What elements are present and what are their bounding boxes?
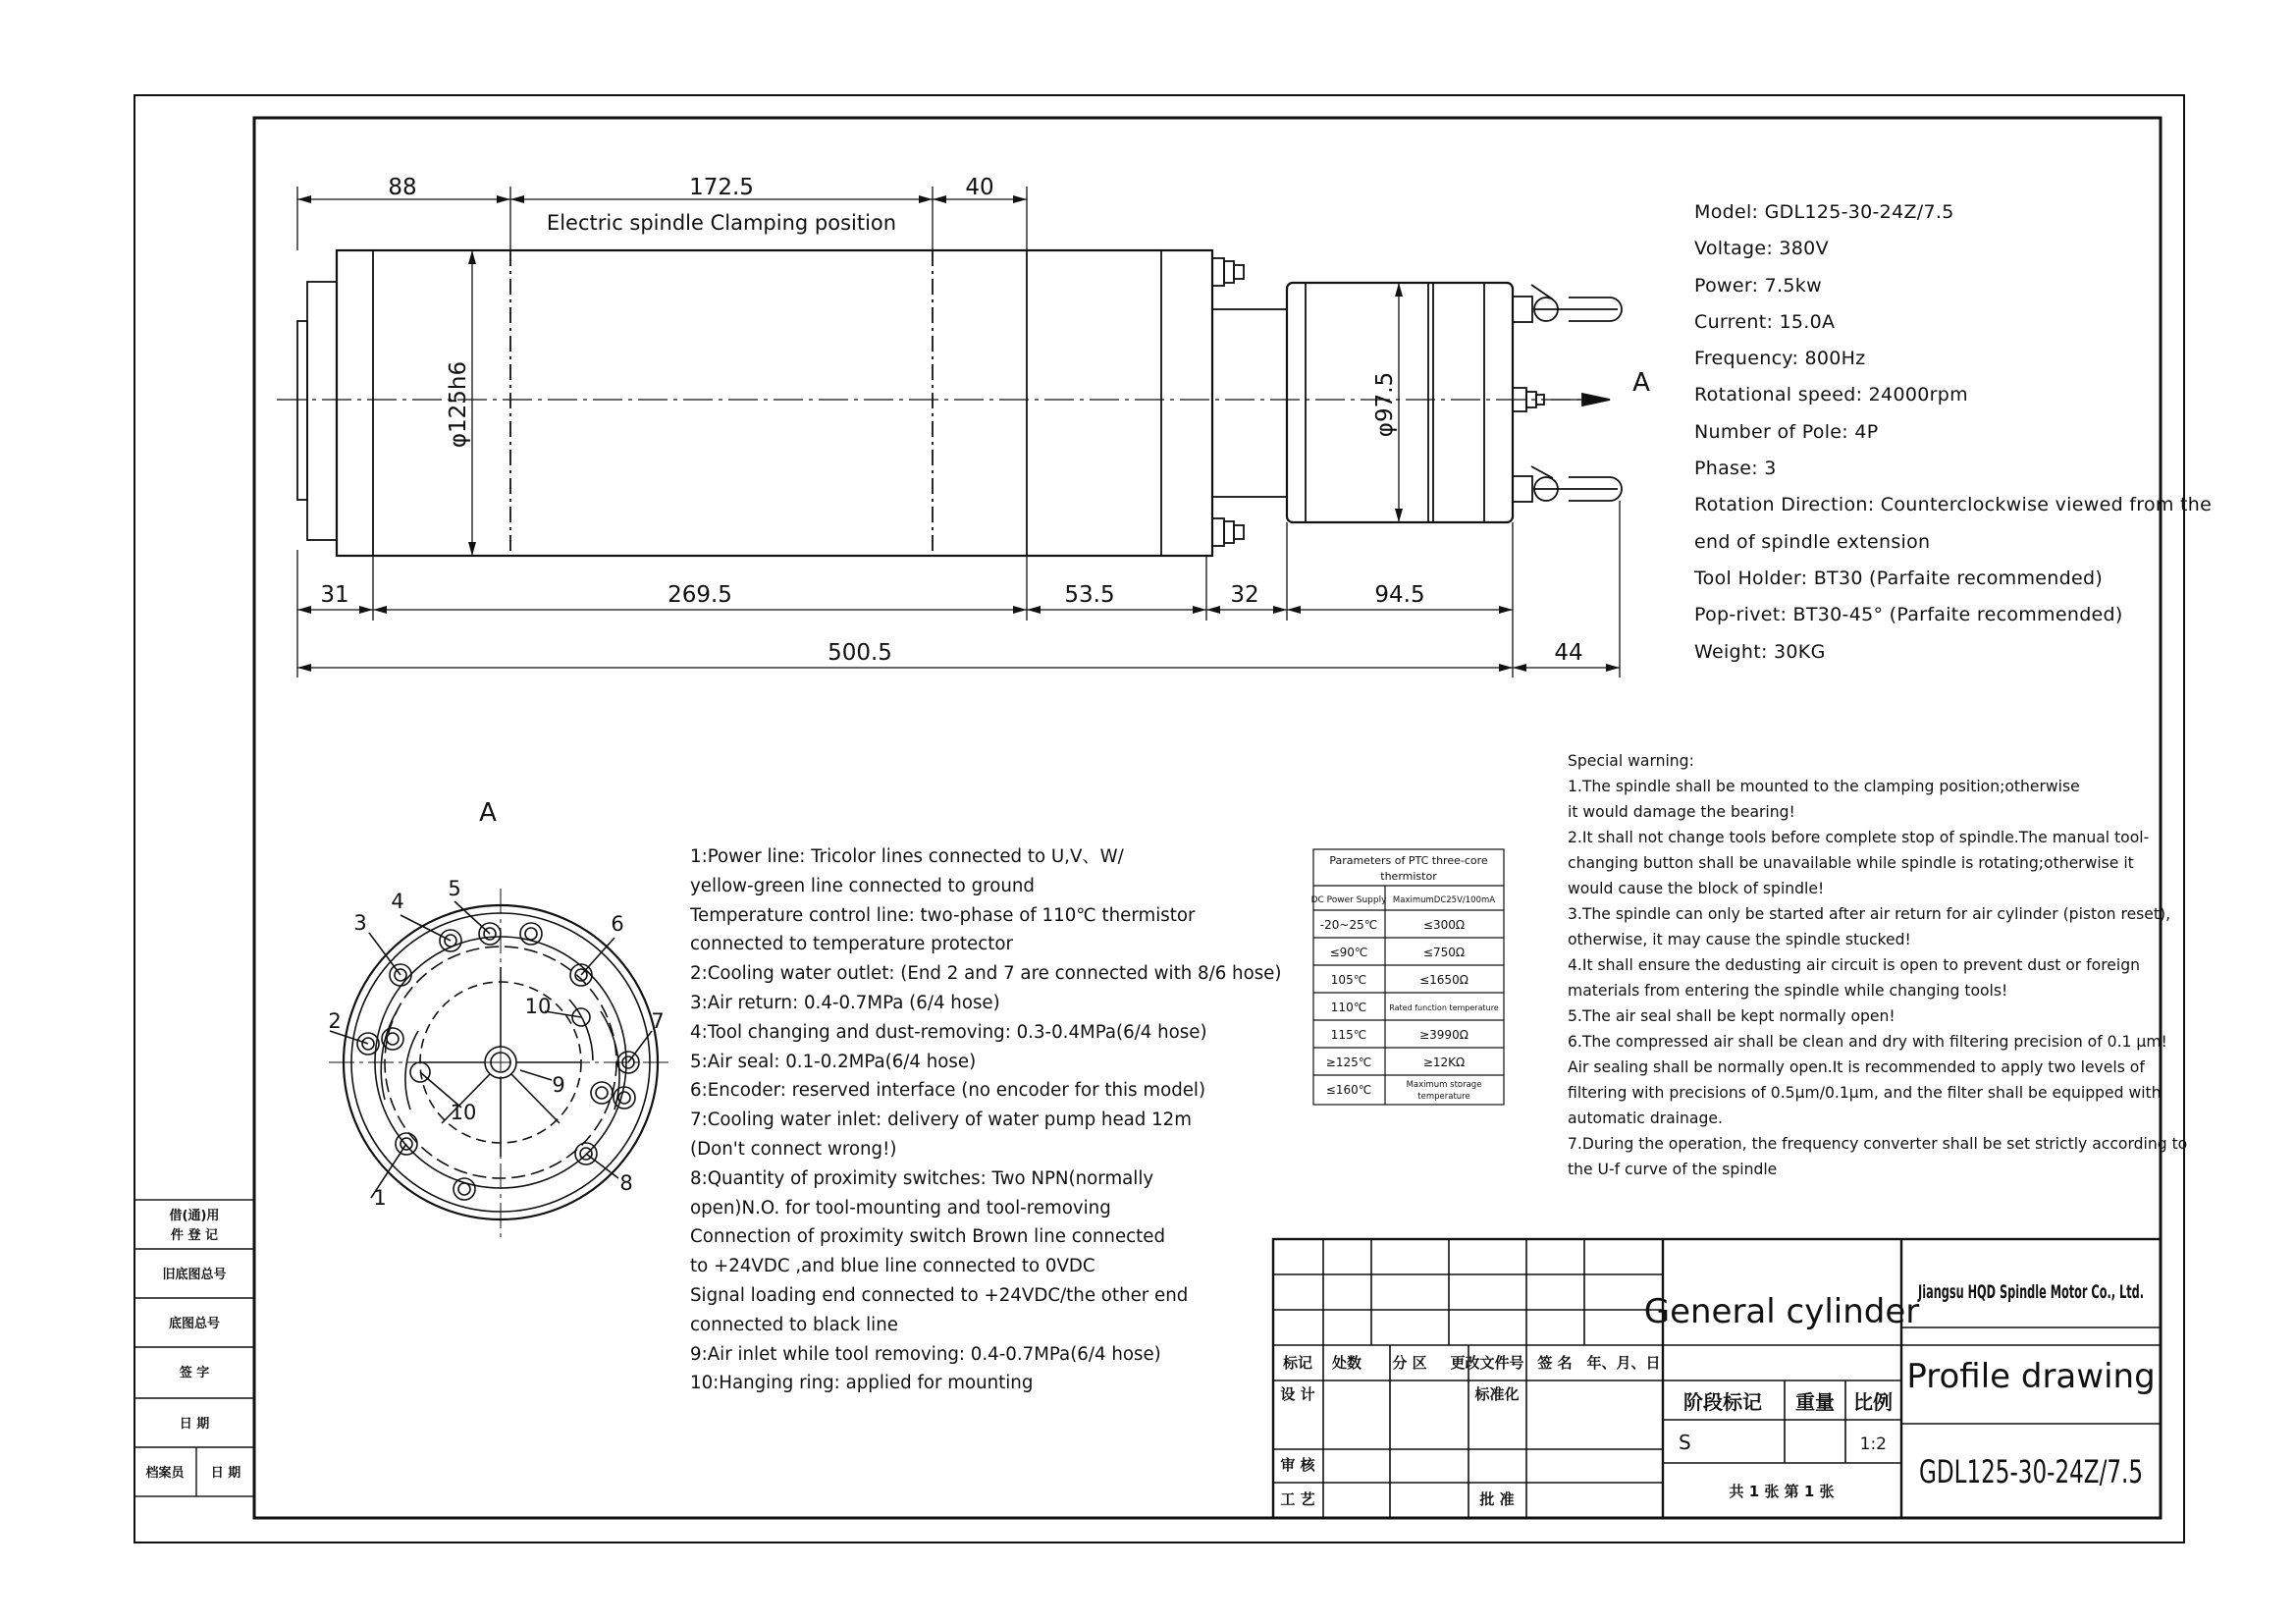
ptc-r7-val: Maximum storage [1406,1080,1482,1090]
tb-drawing-title: Profile drawing [1906,1357,2156,1396]
dim-500-5: 500.5 [828,640,892,666]
dim-53-5: 53.5 [1064,582,1115,608]
tb-design: 设 计 [1280,1385,1315,1403]
dim-44: 44 [1554,640,1583,666]
callout-7: 7 [651,1009,665,1033]
note-line: connected to black line [690,1314,898,1335]
note-line: 2:Cooling water outlet: (End 2 and 7 are connected with 8/6 hose) [690,963,1282,985]
special-warning [1568,748,2187,1182]
tb-std: 标准化 [1474,1385,1520,1403]
warning-line: filtering with precisions of 0.5μm/0.1μm, and the filter shall be equipped with [1568,1084,2162,1102]
tb-stage: S [1679,1431,1691,1454]
note-line: Connection of proximity switch Brown line connected [690,1226,1166,1248]
tb-h-zone: 分 区 [1392,1354,1427,1372]
spec-model: Model: GDL125-30-24Z/7.5 [1694,201,1954,223]
warning-line: 1.The spindle shall be mounted to the clamping position;otherwise [1568,778,2080,795]
tb-review: 审 核 [1280,1456,1315,1474]
note-line: 5:Air seal: 0.1-0.2MPa(6/4 hose) [690,1051,977,1072]
note-line: Temperature control line: two-phase of 110℃ thermistor [690,904,1196,926]
warning-line: otherwise, it may cause the spindle stucked! [1568,931,1911,948]
tb-process: 工 艺 [1280,1490,1315,1508]
warning-line: Air sealing shall be normally open.It is recommended to apply two levels of [1568,1058,2145,1076]
note-line: 9:Air inlet while tool removing: 0.4-0.7MPa(6/4 hose) [690,1343,1161,1365]
spec-phase: Phase: 3 [1694,458,1777,480]
spec-weight: Weight: 30KG [1694,640,1826,663]
note-line: Signal loading end connected to +24VDC/the other end [690,1284,1189,1306]
view-a-title: A [479,798,497,828]
callout-10-b: 10 [450,1101,477,1124]
note-line: 1:Power line: Tricolor lines connected to U,V、W/ [690,846,1124,867]
spec-rotation: Rotation Direction: Counterclockwise viewed from the [1694,494,2213,516]
tb-weight: 重量 [1795,1390,1835,1414]
warning-line: 5.The air seal shall be kept normally open! [1568,1007,1896,1025]
strip-register: 件 登 记 [170,1228,219,1243]
tb-product: General cylinder [1643,1292,1920,1331]
ptc-r2-val: ≤750Ω [1422,946,1466,959]
callout-9: 9 [552,1073,565,1097]
view-arrow-label: A [1632,368,1650,398]
strip-old-no: 旧底图总号 [162,1268,227,1282]
dim-94-5: 94.5 [1374,582,1425,608]
ptc-r6-temp: ≥125℃ [1325,1056,1372,1069]
callout-5: 5 [448,877,461,900]
spec-frequency: Frequency: 800Hz [1694,348,1866,370]
warning-line: 6.The compressed air shall be clean and dry with filtering precision of 0.1 μm! [1568,1033,2167,1051]
ptc-r1-temp: -20~25℃ [1319,918,1378,932]
warning-line: automatic drainage. [1568,1110,1723,1127]
ptc-r4-val: Rated function temperature [1389,1003,1499,1012]
spec-list [1694,194,2212,671]
callout-4: 4 [391,890,404,913]
warning-line: 3.The spindle can only be started after air return for air cylinder (piston reset), [1568,905,2171,923]
tb-stage-mark: 阶段标记 [1683,1390,1762,1414]
warning-line: the U-f curve of the spindle [1568,1161,1778,1178]
ptc-r4-temp: 110℃ [1330,1001,1367,1014]
note-line: 3:Air return: 0.4-0.7MPa (6/4 hose) [690,992,1000,1013]
note-line: (Don't connect wrong!) [690,1138,897,1160]
dia-body: φ125h6 [446,360,471,449]
note-line: 7:Cooling water inlet: delivery of water pump head 12m [690,1110,1192,1131]
ptc-r6-val: ≥12KΩ [1422,1056,1466,1069]
spec-voltage: Voltage: 380V [1694,238,1829,260]
dia-cap: φ97.5 [1372,371,1398,438]
note-line: 4:Tool changing and dust-removing: 0.3-0.4MPa(6/4 hose) [690,1021,1207,1043]
note-line: yellow-green line connected to ground [690,875,1035,896]
tb-sheets: 共 1 张 第 1 张 [1729,1483,1835,1500]
warning-line: 4.It shall ensure the dedusting air circuit is open to prevent dust or foreign [1568,956,2140,974]
dim-269-5: 269.5 [667,582,732,608]
strip-date-2: 日 期 [210,1466,241,1481]
warning-line: 7.During the operation, the frequency converter shall be set strictly according to [1568,1135,2188,1153]
note-line: to +24VDC ,and blue line connected to 0VDC [690,1256,1095,1277]
ptc-title-2: thermistor [1380,870,1437,883]
warning-line: changing button shall be unavailable while spindle is rotating;otherwise it [1568,854,2134,872]
dim-40: 40 [965,175,994,200]
ptc-r3-temp: 105℃ [1330,973,1367,987]
tb-company: Jiangsu HQD Spindle Motor Co., Ltd. [1916,1281,2144,1303]
ptc-r2-temp: ≤90℃ [1329,946,1368,959]
tb-h-doc: 更改文件号 [1450,1354,1524,1372]
spec-rotation-2: end of spindle extension [1694,530,1931,553]
note-line: 10:Hanging ring: applied for mounting [690,1373,1034,1394]
strip-base-no: 底图总号 [168,1317,221,1331]
dim-172-5: 172.5 [689,175,754,200]
dim-31: 31 [320,582,349,608]
spec-tool-holder: Tool Holder: BT30 (Parfaite recommended) [1694,567,2104,589]
ptc-r7-val-2: temperature [1417,1092,1470,1102]
tb-h-count: 处数 [1331,1354,1362,1372]
ptc-r1-val: ≤300Ω [1422,918,1466,932]
callout-10-a: 10 [524,995,552,1018]
ptc-r5-val: ≥3990Ω [1419,1028,1468,1042]
callout-6: 6 [611,912,624,936]
spec-current: Current: 15.0A [1694,310,1836,333]
ptc-title-1: Parameters of PTC three-core [1329,854,1488,867]
spec-poles: Number of Pole: 4P [1694,420,1879,443]
callout-8: 8 [619,1171,633,1195]
callout-2: 2 [328,1009,342,1033]
note-line: 6:Encoder: reserved interface (no encoder for this model) [690,1080,1206,1102]
tb-h-sign: 签 名 [1537,1354,1573,1372]
callout-3: 3 [353,911,367,935]
ptc-r5-temp: 115℃ [1330,1028,1367,1042]
strip-sign: 签 字 [179,1366,210,1380]
ptc-r7-temp: ≤160℃ [1325,1083,1372,1097]
warning-line: 2.It shall not change tools before complete stop of spindle.The manual tool- [1568,829,2150,846]
spindle-side-view [277,250,1622,556]
warning-line: Special warning: [1568,752,1694,770]
strip-date: 日 期 [179,1417,210,1432]
tb-scale-label: 比例 [1853,1390,1893,1414]
spec-power: Power: 7.5kw [1694,274,1822,297]
dim-32: 32 [1230,582,1259,608]
tb-drawing-no: GDL125-30-24Z/7.5 [1919,1453,2143,1490]
callout-1: 1 [373,1186,387,1210]
strip-archivist: 档案员 [145,1466,185,1481]
tb-h-date: 年、月、日 [1586,1354,1661,1372]
warning-line: it would damage the bearing! [1568,803,1795,821]
note-line: connected to temperature protector [690,934,1013,955]
warning-line: materials from entering the spindle while changing tools! [1568,982,2008,1000]
note-line: 8:Quantity of proximity switches: Two NPN(normally [690,1167,1154,1189]
port-notes [690,842,1281,1398]
ptc-r3-val: ≤1650Ω [1419,973,1468,987]
tb-h-mark: 标记 [1282,1354,1313,1372]
left-strip [134,1200,254,1496]
tb-approve: 批 准 [1479,1490,1515,1508]
ptc-header-supply: DC Power Supply [1310,895,1387,905]
note-line: open)N.O. for tool-mounting and tool-removing [690,1197,1111,1218]
dim-88: 88 [388,175,417,200]
strip-borrow: 借(通)用 [169,1209,220,1223]
spec-pop-rivet: Pop-rivet: BT30-45° (Parfaite recommended) [1694,604,2123,626]
warning-line: would cause the block of spindle! [1568,880,1825,897]
spec-speed: Rotational speed: 24000rpm [1694,384,1968,406]
clamping-label: Electric spindle Clamping position [546,211,897,235]
tb-scale: 1:2 [1859,1435,1887,1454]
ptc-header-max: MaximumDC25V/100mA [1392,895,1496,905]
